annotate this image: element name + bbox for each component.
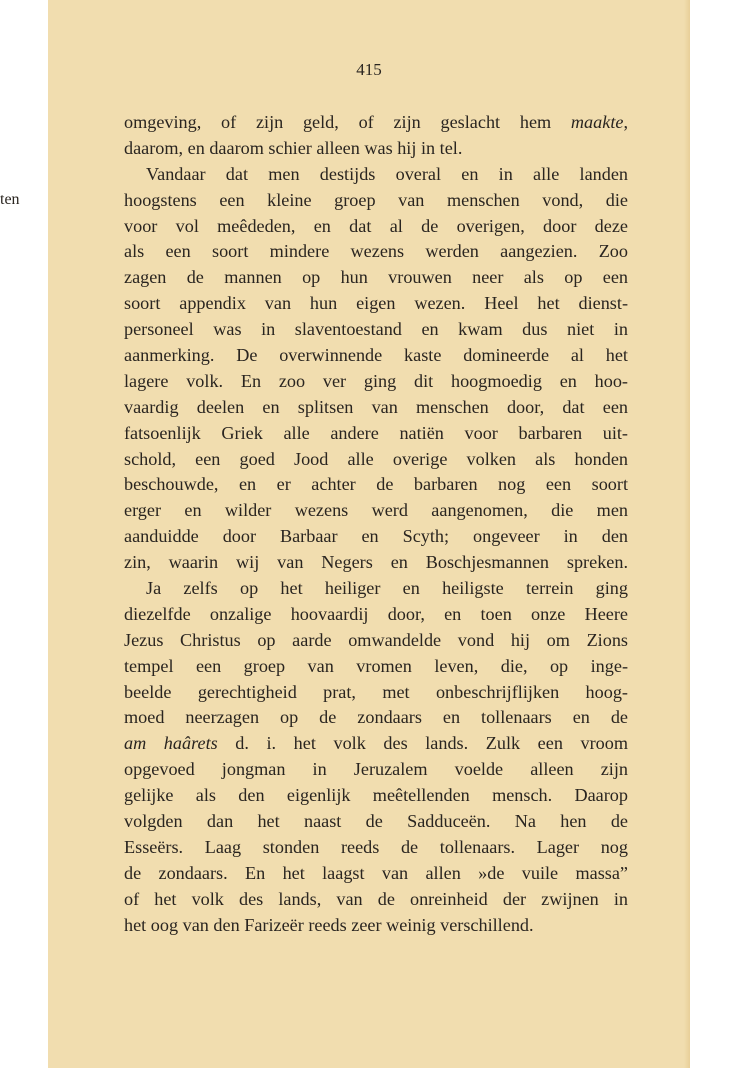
text-line: het oog van den Farizeër reeds zeer weinig verschillend.	[124, 914, 534, 935]
text-line: beelde gerechtigheid prat, met onbeschrijflijken hoog-	[124, 681, 628, 702]
text-line: tempel een groep van vromen leven, die, op inge-	[124, 655, 628, 676]
text-line: schold, een goed Jood alle overige volken als honden	[124, 448, 628, 469]
body-text	[124, 110, 628, 939]
text-line: am haârets d. i. het volk des lands. Zulk een vroom	[124, 733, 628, 754]
text-line: Vandaar dat men destijds overal en in alle landen	[146, 163, 628, 184]
text-line: volgden dan het naast de Sadduceën. Na hen de	[124, 811, 628, 832]
text-line: of het volk des lands, van de onreinheid der zwijnen in	[124, 888, 628, 909]
text-line: zin, waarin wij van Negers en Boschjesmannen spreken.	[124, 552, 628, 573]
text-line: aanduidde door Barbaar en Scyth; ongeveer in den	[124, 526, 628, 547]
page-edge-shadow	[684, 0, 690, 1068]
text-line: lagere volk. En zoo ver ging dit hoogmoedig en hoo-	[124, 370, 628, 391]
text-line: opgevoed jongman in Jeruzalem voelde alleen zijn	[124, 759, 628, 780]
text-line: moed neerzagen op de zondaars en tollenaars en de	[124, 707, 628, 728]
text-line: hoogstens een kleine groep van menschen vond, die	[124, 189, 628, 210]
text-line: personeel was in slaventoestand en kwam dus niet in	[124, 319, 628, 340]
margin-fragment: ten	[0, 191, 20, 208]
text-line: aanmerking. De overwinnende kaste domineerde al het	[124, 345, 628, 366]
text-line: fatsoenlijk Griek alle andere natiën voor barbaren uit-	[124, 422, 628, 443]
book-page	[48, 0, 690, 1068]
text-line: erger en wilder wezens werd aangenomen, die men	[124, 500, 628, 521]
text-line: Ja zelfs op het heiliger en heiligste terrein ging	[146, 578, 628, 599]
text-line: vaardig deelen en splitsen van menschen door, dat een	[124, 396, 628, 417]
text-line: diezelfde onzalige hoovaardij door, en toen onze Heere	[124, 603, 628, 624]
text-line: Jezus Christus op aarde omwandelde vond hij om Zions	[124, 629, 628, 650]
text-line: voor vol meêdeden, en dat al de overigen, door deze	[124, 215, 628, 236]
text-line: daarom, en daarom schier alleen was hij in tel.	[124, 137, 463, 158]
text-line: zagen de mannen op hun vrouwen neer als op een	[124, 267, 628, 288]
text-line: gelijke als den eigenlijk meêtellenden mensch. Daarop	[124, 785, 628, 806]
text-line: soort appendix van hun eigen wezen. Heel het dienst-	[124, 293, 628, 314]
text-line: Esseërs. Laag stonden reeds de tollenaars. Lager nog	[124, 836, 628, 857]
text-line: omgeving, of zijn geld, of zijn geslacht hem maakte,	[124, 112, 628, 132]
text-line: de zondaars. En het laagst van allen »de vuile massa”	[124, 862, 628, 883]
page-number: 415	[356, 60, 382, 79]
text-line: beschouwde, en er achter de barbaren nog een soort	[124, 474, 628, 495]
text-line: als een soort mindere wezens werden aangezien. Zoo	[124, 241, 628, 262]
